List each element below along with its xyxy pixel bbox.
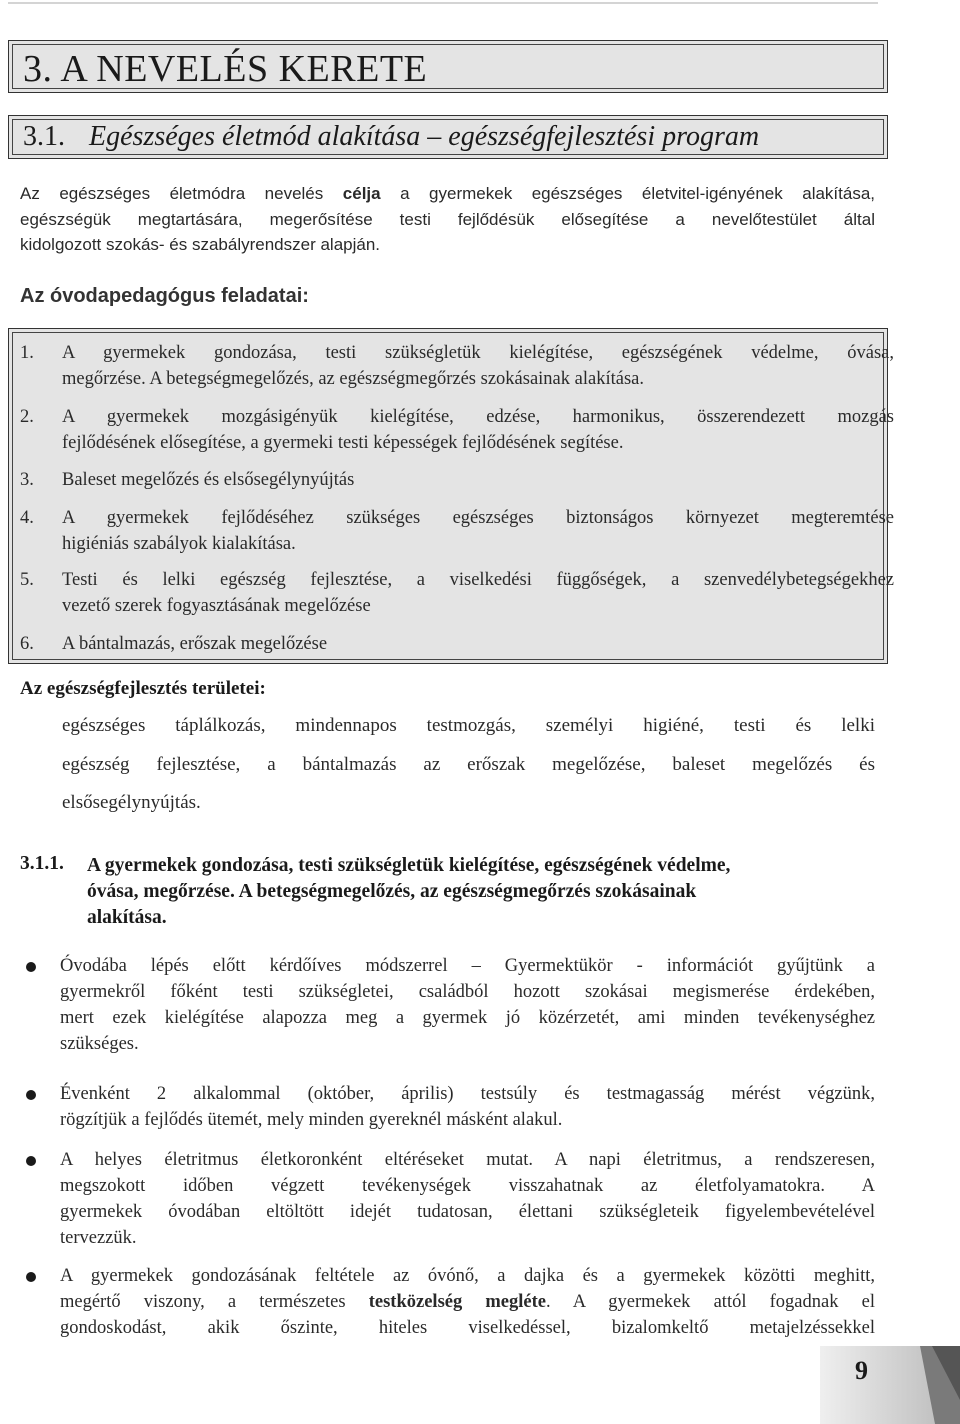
task-text: higiéniás szabályok kialakítása. xyxy=(62,534,296,554)
bullet-icon xyxy=(26,1156,36,1166)
task-text: Baleset megelőzés és elsősegélynyújtás xyxy=(62,470,355,490)
task-text: fejlődésének elősegítése, a gyermeki testi képességek fejlődésének segítése. xyxy=(62,433,624,453)
chapter-heading: 3. A NEVELÉS KERETE xyxy=(23,48,428,90)
bullet-text: megértő viszony, a természetes xyxy=(60,1292,369,1312)
bullet-text: gyermekről főként testi szükségletei, családból hozott szokásai megismerése érdekében, xyxy=(60,982,875,1002)
intro-line: kidolgozott szokás- és szabályrendszer alapján. xyxy=(20,235,381,254)
bullet-text: tervezzük. xyxy=(60,1228,137,1248)
bullet-text: A gyermekek gondozásának feltétele az óvónő, a dajka és a gyermekek közötti meghitt, xyxy=(60,1266,875,1286)
task-number: 5. xyxy=(20,570,34,590)
bullet-text: Évenként 2 alkalommal (október, április) testsúly és testmagasság mérést végzünk, xyxy=(60,1084,875,1104)
bullet-text: mert ezek kielégítése alapozza meg a gyermek jó közérzetét, ami minden tevékenységhez xyxy=(60,1008,875,1028)
task-text: A gyermekek fejlődéséhez szükséges egészséges biztonságos környezet megteremtése xyxy=(62,508,894,528)
bullet-text: gyermekek óvodában eltöltött idejét tudatosan, élettani szükségleteik figyelembevételével xyxy=(60,1202,875,1222)
section-heading-box xyxy=(8,115,888,159)
chapter-heading-box xyxy=(8,40,888,93)
bullet-item xyxy=(60,1263,875,1341)
bullet-text: rögzítjük a fejlődés ütemét, mely minden gyereknél másként alakul. xyxy=(60,1110,563,1130)
bullet-text: szükséges. xyxy=(60,1034,139,1054)
bullet-icon xyxy=(26,1272,36,1282)
intro-line: egészségük megtartására, megerősítése testi fejlődésük elősegítése a nevelőtestület által xyxy=(20,209,875,229)
task-number: 3. xyxy=(20,470,34,490)
areas-heading: Az egészségfejlesztés területei: xyxy=(20,678,266,699)
intro-text: Az egészséges életmódra nevelés xyxy=(20,184,343,203)
bullet-emphasis: testközelség megléte xyxy=(368,1292,546,1312)
bullet-text: megszokott időben végzett tevékenységek visszahatnak az életfolyamatokra. A xyxy=(60,1176,875,1196)
task-number: 4. xyxy=(20,508,34,528)
task-number: 2. xyxy=(20,407,34,427)
subsection-number: 3.1.1. xyxy=(20,853,64,874)
top-rule xyxy=(8,2,878,4)
task-text: vezető szerek fogyasztásának megelőzése xyxy=(62,596,371,616)
task-text: Testi és lelki egészség fejlesztése, a viselkedési függőségek, a szenvedélybetegségekhez xyxy=(62,570,894,590)
subsection-title-line: óvása, megőrzése. A betegségmegelőzés, az egészségmegőrzés szokásainak xyxy=(87,881,697,902)
bullet-text: gondoskodást, akik őszinte, hiteles viselkedéssel, bizalomkeltő metajelzéssekkel xyxy=(60,1318,875,1338)
bullet-text: A helyes életritmus életkoronként eltéréseket mutat. A napi életritmus, a rendszeresen, xyxy=(60,1150,875,1170)
tasks-heading: Az óvodapedagógus feladatai: xyxy=(20,285,309,307)
bullet-icon xyxy=(26,1090,36,1100)
section-title: Egészséges életmód alakítása – egészségfejlesztési program xyxy=(89,121,760,152)
task-number: 6. xyxy=(20,634,34,654)
task-text: A gyermekek mozgásigényük kielégítése, edzése, harmonikus, összerendezett mozgás xyxy=(62,407,894,427)
page-number-tab-icon xyxy=(820,1340,960,1424)
task-number: 1. xyxy=(20,343,34,363)
bullet-item xyxy=(60,1081,875,1133)
bullet-item xyxy=(60,953,875,1057)
areas-line: egészséges táplálkozás, mindennapos testmozgás, személyi higiéné, testi és lelki xyxy=(62,715,875,736)
areas-line: elsősegélynyújtás. xyxy=(62,792,201,813)
task-text: A bántalmazás, erőszak megelőzése xyxy=(62,634,328,654)
subsection-title-line: alakítása. xyxy=(87,907,167,928)
section-number: 3.1. xyxy=(23,121,65,152)
bullet-text: Óvodába lépés előtt kérdőíves módszerrel – Gyermektükör - információt gyűjtünk a xyxy=(60,956,875,976)
areas-paragraph xyxy=(62,707,875,823)
bullet-item xyxy=(60,1147,875,1251)
areas-line: egészség fejlesztése, a bántalmazás az erőszak megelőzése, baleset megelőzés és xyxy=(62,753,875,775)
subsection-title xyxy=(87,853,847,931)
task-text: megőrzése. A betegségmegelőzés, az egészségmegőrzés szokásainak alakítása. xyxy=(62,369,644,389)
page-number: 9 xyxy=(855,1356,868,1385)
bullet-text: . A gyermekek attól fogadnak el xyxy=(545,1292,875,1312)
task-text: A gyermekek gondozása, testi szükségletük kielégítése, egészségének védelme, óvása, xyxy=(62,343,894,363)
subsection-title-line: A gyermekek gondozása, testi szükségletük kielégítése, egészségének védelme, xyxy=(87,855,731,876)
intro-text: a gyermekek egészséges életvitel-igényének alakítása, xyxy=(380,184,876,203)
intro-paragraph xyxy=(20,181,875,258)
bullet-icon xyxy=(26,962,36,972)
intro-goal: célja xyxy=(342,184,381,203)
